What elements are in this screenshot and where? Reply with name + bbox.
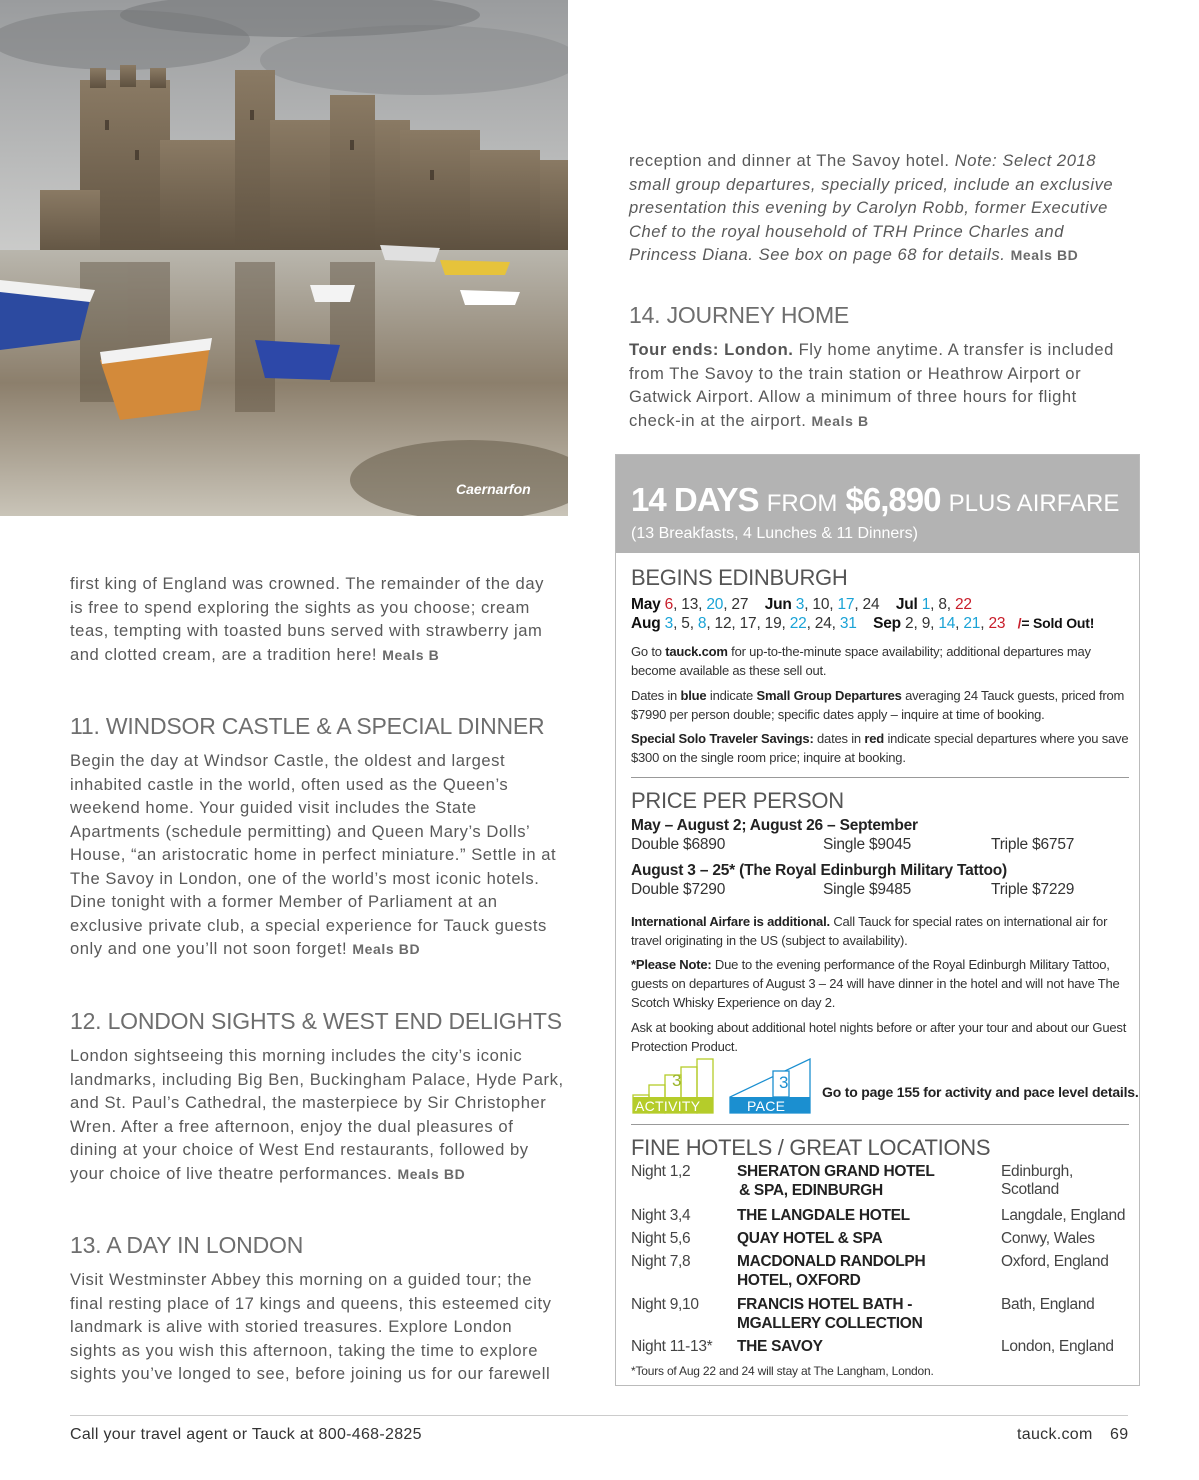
meals-label: Meals BD bbox=[397, 1165, 466, 1182]
footer-call: Call your travel agent or Tauck at 800-468-2825 bbox=[70, 1426, 422, 1443]
hotels-footnote: *Tours of Aug 22 and 24 will stay at The Langham, London. bbox=[631, 1364, 934, 1378]
season-1-triple: Triple $6757 bbox=[991, 836, 1075, 853]
photo-caption: Caernarfon bbox=[456, 481, 531, 497]
season-2-label: August 3 – 25* (The Royal Edinburgh Military Tattoo) bbox=[631, 862, 1007, 879]
hotels-heading: FINE HOTELS / GREAT LOCATIONS bbox=[631, 1135, 991, 1160]
tour-ends: Tour ends: London. bbox=[629, 340, 794, 359]
hotel-list bbox=[631, 1163, 1131, 1361]
hotel-row: Night 9,10 FRANCIS HOTEL BATH - MGALLERY COLLECTION Bath, England bbox=[631, 1296, 1095, 1332]
sold-out-legend: = Sold Out! bbox=[1021, 615, 1095, 631]
season-2-single: Single $9485 bbox=[823, 881, 912, 898]
hotel-row: Night 7,8 MACDONALD RANDOLPH HOTEL, OXFORD Oxford, England bbox=[631, 1253, 1109, 1289]
day-13-text: Visit Westminster Abbey this morning on a guided tour; the final resting place of 17 kings and queens, this esteemed city landmark is alive with storied treasures. Explore London sights as you wish this afternoon, taking the time to explore sights you’ve longed to see, before joining us for our farewell bbox=[70, 1270, 552, 1383]
day-12-text: London sightseeing this morning includes the city’s iconic landmarks, including Big Ben, Buckingham Palace, Hyde Park, and St. Paul’s Cathedral, the masterpiece by Sir Christopher Wren. After a free afternoon, enjoy the dual pleasures of dining at your choice of West End restaurants, followed by your choice of live theatre performances. Meals BD bbox=[70, 1046, 564, 1183]
ask-booking-text: Ask at booking about additional hotel nights before or after your tour and about our Guest Protection Product. bbox=[631, 1020, 1127, 1054]
departure-dates-row-2: Aug 3, 5, 8, 12, 17, 19, 22, 24, 31 Sep 2, 9, 14, 21, 23 /= Sold Out! bbox=[631, 615, 1095, 632]
meals-label: Meals B bbox=[382, 646, 440, 663]
castle-harbor-illustration bbox=[0, 0, 568, 516]
season-1-double: Double $6890 bbox=[631, 836, 726, 853]
begins-heading: BEGINS EDINBURGH bbox=[631, 565, 848, 590]
solo-savings-text: Special Solo Traveler Savings: dates in red indicate special departures where you save $300 on the single room price; inquire at booking. bbox=[631, 731, 1129, 765]
activity-level-value: 3 bbox=[672, 1071, 682, 1090]
savoy-note: Note: Select 2018 small group departures, specially priced, include an exclusive presentation this evening by Carolyn Robb, former Executive Chef to the royal household of TRH Prince Charles and Princess Diana. See box on page 68 for details. bbox=[629, 151, 1114, 264]
activity-label: ACTIVITY bbox=[635, 1098, 701, 1114]
please-note-text: *Please Note: Due to the evening performance of the Royal Edinburgh Military Tattoo, guests on departures of August 3 – 24 will have dinner in the hotel and will not have The Scotch Whisky Experience on day 2. bbox=[631, 957, 1120, 1010]
season-2-triple: Triple $7229 bbox=[991, 881, 1075, 898]
divider bbox=[631, 777, 1129, 778]
pace-level-value: 3 bbox=[779, 1073, 789, 1092]
pace-label: PACE bbox=[747, 1098, 786, 1114]
season-2-double: Double $7290 bbox=[631, 881, 726, 898]
season-1-label: May – August 2; August 26 – September bbox=[631, 817, 918, 834]
tour-info-box bbox=[615, 454, 1140, 1386]
day-14-text: Tour ends: London. Fly home anytime. A transfer is included from The Savoy to the train station or Heathrow Airport or Gatwick Airport. Allow a minimum of three hours for flight check-in at the airport. Meals B bbox=[629, 340, 1114, 430]
day-13-heading: 13. A DAY IN LONDON bbox=[70, 1232, 304, 1258]
day-14-heading: 14. JOURNEY HOME bbox=[629, 302, 850, 328]
hotel-row: Night 11-13* THE SAVOY London, England bbox=[631, 1338, 1114, 1355]
divider bbox=[631, 1124, 1129, 1125]
hotel-row: Night 1,2 SHERATON GRAND HOTEL & SPA, EDINBURGH Edinburgh, Scotland bbox=[631, 1163, 1073, 1199]
hotel-row: Night 3,4 THE LANGDALE HOTEL Langdale, England bbox=[631, 1207, 1126, 1224]
intro-paragraph: first king of England was crowned. The remainder of the day is free to spend exploring the sights as you choose; cream teas, tempting with toasted buns served with strawberry jam and clotted cream, are a tradition here! Meals B bbox=[70, 574, 544, 664]
levels-text: Go to page 155 for activity and pace level details. bbox=[822, 1084, 1139, 1100]
hotel-row: Night 5,6 QUAY HOTEL & SPA Conwy, Wales bbox=[631, 1230, 1095, 1247]
meals-label: Meals BD bbox=[352, 941, 421, 957]
availability-text: Go to tauck.com for up-to-the-minute space availability; additional departures may become available as these sell out. bbox=[631, 644, 1091, 678]
tour-price-headline: 14 DAYS FROM $6,890 PLUS AIRFARE bbox=[631, 481, 1120, 518]
meals-summary: (13 Breakfasts, 4 Lunches & 11 Dinners) bbox=[631, 525, 918, 542]
day-11-text: Begin the day at Windsor Castle, the oldest and largest inhabited castle in the world, often used as the Queen’s weekend home. Your guided visit includes the State Apartments (schedule permitting) and Queen Mary’s Dolls’ House, “an aristocratic home in perfect miniature.” Settle in at The Savoy in London, one of the world’s most iconic hotels. Dine tonight with a former Member of Parliament at an exclusive private club, a special experience for Tauck guests only and one you’ll not soon forget! Meals BD bbox=[70, 751, 557, 958]
season-1-single: Single $9045 bbox=[823, 836, 912, 853]
caernarfon-photo bbox=[0, 0, 568, 516]
day-12-heading: 12. LONDON SIGHTS & WEST END DELIGHTS bbox=[70, 1008, 562, 1034]
tour-price-header bbox=[616, 455, 1139, 553]
airfare-text: International Airfare is additional. Call Tauck for special rates on international air for travel originating in the US (subject to availability). bbox=[631, 914, 1108, 948]
tauck-link[interactable]: tauck.com bbox=[665, 644, 728, 659]
day-13-continued: reception and dinner at The Savoy hotel. Note: Select 2018 small group departures, specially priced, include an exclusive presentation this evening by Carolyn Robb, former Executive Chef to the royal household of TRH Prince Charles and Princess Diana. See box on page 68 for details. Meals BD bbox=[629, 151, 1114, 264]
footer-divider bbox=[70, 1415, 1128, 1416]
departure-dates-row-1: May 6, 13, 20, 27 Jun 3, 10, 17, 24 Jul 1, 8, 22 bbox=[631, 596, 972, 613]
small-group-text: Dates in blue indicate Small Group Departures averaging 24 Tauck guests, priced from $7990 per person double; specific dates apply – inquire at time of booking. bbox=[631, 688, 1125, 722]
day-11-heading: 11. WINDSOR CASTLE & A SPECIAL DINNER bbox=[70, 713, 545, 739]
meals-label: Meals BD bbox=[1010, 247, 1079, 263]
price-heading: PRICE PER PERSON bbox=[631, 788, 844, 813]
page-number: 69 bbox=[1110, 1426, 1129, 1443]
footer-site[interactable]: tauck.com bbox=[1017, 1426, 1093, 1443]
meals-label: Meals B bbox=[811, 412, 869, 429]
